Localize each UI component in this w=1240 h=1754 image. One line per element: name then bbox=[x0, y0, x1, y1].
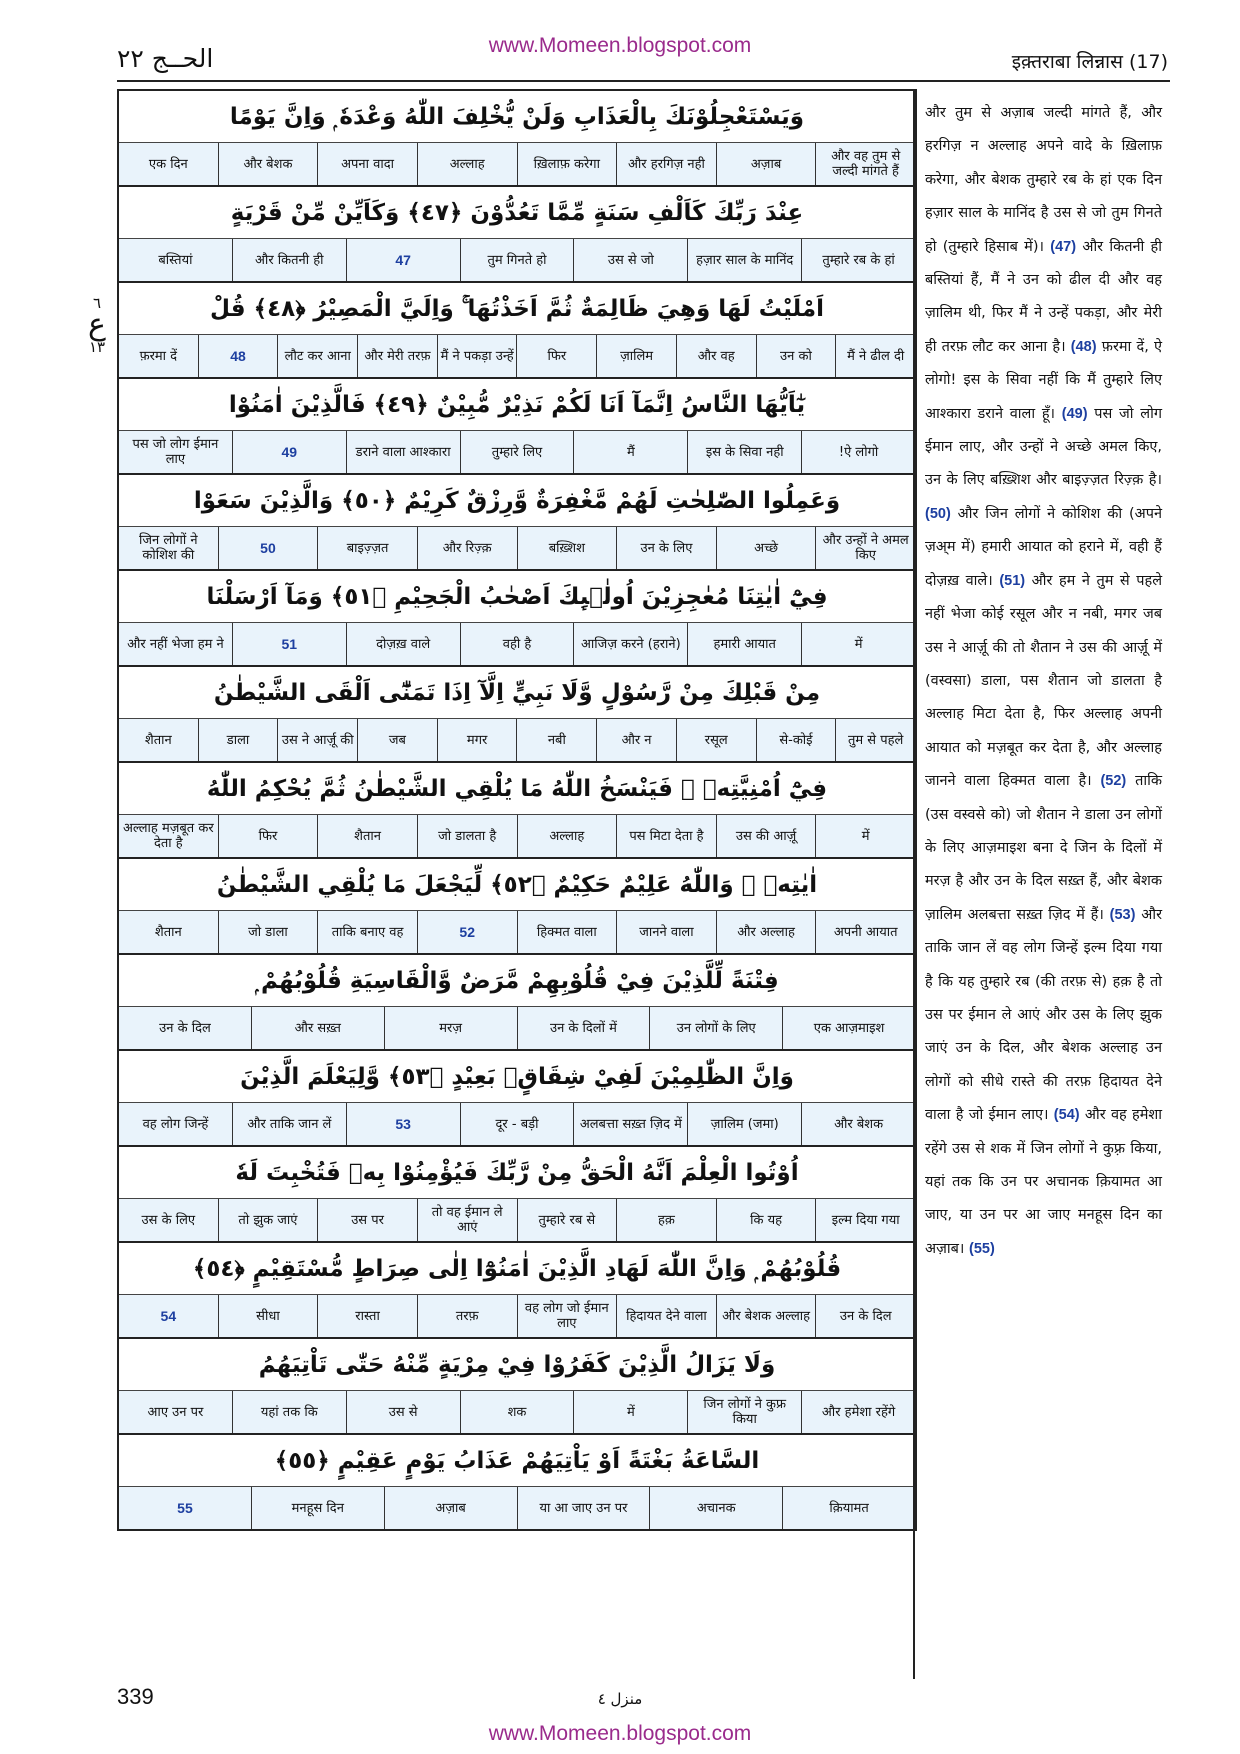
arabic-line: فِيْٓ اُمْنِيَّتِهٖ ۚ فَيَنْسَخُ اللّٰهُ مَا يُلْقِي الشَّيْطٰنُ ثُمَّ يُحْكِمُ اللّٰهُ bbox=[119, 763, 915, 815]
gloss-cell: तो झुक जाएं bbox=[218, 1199, 318, 1241]
gloss-cell: जिन लोगों ने कुफ्र किया bbox=[687, 1391, 801, 1433]
header-rule bbox=[117, 80, 1170, 82]
gloss-row bbox=[119, 719, 915, 763]
gloss-cell: और कितनी ही bbox=[232, 239, 346, 281]
gloss-row bbox=[119, 1007, 915, 1051]
gloss-cell: रसूल bbox=[676, 719, 756, 761]
translation-text: और ताकि जान लें वह लोग जिन्हें इल्म दिया गया है कि यह तुम्हारे रब (की तरफ़ से) हक़ है तो उस पर ईमान ले आएं और उस के लिए झुक जाएं उन के दिल, और बेशक अल्लाह उन लोगों को सीधे रास्ते की तरफ़ हिदायत देने वाला है जो ईमान लाए। bbox=[925, 906, 1162, 1124]
gloss-cell: मरज़ bbox=[384, 1007, 517, 1049]
part-title: इक़्तराबा लिन्नास (17) bbox=[1011, 51, 1168, 73]
gloss-cell: उन को bbox=[756, 335, 836, 377]
gloss-row bbox=[119, 1391, 915, 1435]
gloss-cell: उन के दिलों में bbox=[517, 1007, 650, 1049]
gloss-cell: ज़ालिम bbox=[596, 335, 676, 377]
gloss-cell: कि यह bbox=[716, 1199, 816, 1241]
gloss-cell: हिदायत देने वाला bbox=[616, 1295, 716, 1337]
arabic-line: فِيْٓ اٰيٰتِنَا مُعٰجِزِيْنَ اُولٰۗىِٕكَ اَصْحٰبُ الْجَحِيْمِ ﴿٥١﴾ وَمَآ اَرْسَلْنَا bbox=[119, 571, 915, 623]
gloss-cell: डाला bbox=[198, 719, 278, 761]
translation-text: पस जो लोग ईमान लाए, और उन्हों ने अच्छे अमल किए, उन के लिए बख़्शिश और बाइज़्ज़त रिज़्क़ है। bbox=[925, 405, 1162, 489]
gloss-cell: या आ जाए उन पर bbox=[517, 1487, 650, 1529]
gloss-cell: पस जो लोग ईमान लाए bbox=[132, 437, 219, 467]
gloss-cell: एक दिन bbox=[148, 156, 188, 172]
gloss-cell: और अल्लाह bbox=[716, 911, 816, 953]
translation-text: ताकि (उस वस्वसे को) जो शैतान ने डाला उन लोगों के लिए आज़माइश बना दे जिन के दिलों में मरज़ है और उन के दिल सख़्त हैं, और बेशक ज़ालिम अलबत्ता सख़्त ज़िद में हैं। bbox=[925, 773, 1163, 923]
gloss-cell: और रिज़्क़ bbox=[417, 527, 517, 569]
gloss-cell: अज़ाब bbox=[384, 1487, 517, 1529]
arabic-line: يٰٓاَيُّهَا النَّاسُ اِنَّمَآ اَنَا لَكُمْ نَذِيْرٌ مُّبِيْنٌ ﴿٤٩﴾ فَالَّذِيْنَ اٰمَنُوْا bbox=[119, 379, 915, 431]
verse-table bbox=[117, 89, 917, 1531]
ruku-bottom-number: ١٣ bbox=[88, 338, 106, 356]
verse-number-cell: 47 bbox=[346, 239, 460, 281]
gloss-cell: रास्ता bbox=[317, 1295, 417, 1337]
gloss-cell: तो वह ईमान ले आएं bbox=[417, 1199, 517, 1241]
gloss-cell: और हमेशा रहेंगे bbox=[801, 1391, 915, 1433]
manzil-label: منزل ٤ bbox=[597, 1690, 643, 1708]
arabic-line: وَاِنَّ الظّٰلِمِيْنَ لَفِيْ شِقَاقٍۢ بَعِيْدٍ ﴿٥٣﴾ وَّلِيَعْلَمَ الَّذِيْنَ bbox=[119, 1051, 915, 1103]
gloss-cell: मैं ने ढील दी bbox=[835, 335, 915, 377]
arabic-line: وَيَسْتَعْجِلُوْنَكَ بِالْعَذَابِ وَلَنْ يُّخْلِفَ اللّٰهُ وَعْدَهٗ ۭ وَاِنَّ يَوْمًا bbox=[119, 91, 915, 143]
gloss-cell: अपनी आयात bbox=[815, 911, 915, 953]
gloss-cell: उन के लिए bbox=[616, 527, 716, 569]
gloss-cell: शैतान bbox=[317, 815, 417, 857]
gloss-cell: उस से bbox=[346, 1391, 460, 1433]
gloss-cell: दूर - बड़ी bbox=[460, 1103, 574, 1145]
gloss-cell: हज़ार साल के मानिंद bbox=[687, 239, 801, 281]
gloss-cell: उस के लिए bbox=[141, 1212, 196, 1228]
gloss-cell: और उन्हों ने अमल किए bbox=[815, 527, 915, 569]
gloss-cell: और मेरी तरफ़ bbox=[357, 335, 437, 377]
gloss-cell: और बेशक bbox=[218, 143, 318, 185]
gloss-cell: हमारी आयात bbox=[687, 623, 801, 665]
gloss-row bbox=[119, 527, 915, 571]
gloss-row bbox=[119, 143, 915, 187]
gloss-cell: ताकि बनाए वह bbox=[317, 911, 417, 953]
gloss-cell: जब bbox=[357, 719, 437, 761]
translation-text: और जिन लोगों ने कोशिश की (अपने ज़अ्म में) हमारी आयात को हराने में, वही हैं दोज़ख़ वाले। bbox=[925, 505, 1163, 589]
header-url[interactable]: www.Momeen.blogspot.com bbox=[488, 34, 752, 57]
gloss-cell: हक़ bbox=[616, 1199, 716, 1241]
gloss-cell: तुम्हारे रब के हां bbox=[801, 239, 915, 281]
gloss-cell: और नहीं भेजा हम ने bbox=[127, 636, 224, 652]
gloss-cell: और वह तुम से जल्दी मांगते हैं bbox=[815, 143, 915, 185]
gloss-row bbox=[119, 1295, 915, 1339]
gloss-cell: अल्लाह bbox=[417, 143, 517, 185]
gloss-cell: मनहूस दिन bbox=[251, 1487, 384, 1529]
gloss-cell: दोज़ख़ वाले bbox=[346, 623, 460, 665]
ruku-icon: ع bbox=[88, 307, 106, 342]
gloss-cell: और बेशक bbox=[801, 1103, 915, 1145]
gloss-cell: तुम्हारे लिए bbox=[460, 431, 574, 473]
gloss-cell: उन के दिल bbox=[159, 1020, 211, 1036]
gloss-cell: और सख़्त bbox=[251, 1007, 384, 1049]
translation-text: और कितनी ही बस्तियां हैं, मैं ने उन को ढील दी और वह ज़ालिम थी, फिर मैं ने उन्हें पकड़ा, और मेरी ही तरफ़ लौट कर आना है। bbox=[925, 238, 1162, 355]
arabic-line: مِنْ قَبْلِكَ مِنْ رَّسُوْلٍ وَّلَا نَبِيٍّ اِلَّآ اِذَا تَمَنّٰٓى اَلْقَى الشَّيْطٰنُ bbox=[119, 667, 915, 719]
gloss-cell: फिर bbox=[516, 335, 596, 377]
gloss-cell: पस मिटा देता है bbox=[616, 815, 716, 857]
translation-text: फ़रमा दें, ऐ लोगो! इस के सिवा नहीं कि मैं तुम्हारे लिए आश्कारा डराने वाला हूँ। bbox=[925, 338, 1163, 422]
verse-number-cell: 48 bbox=[198, 335, 278, 377]
gloss-row bbox=[119, 1487, 915, 1531]
gloss-cell: उस ने आर्ज़ू की bbox=[277, 719, 357, 761]
gloss-cell: इस के सिवा नही bbox=[687, 431, 801, 473]
gloss-row bbox=[119, 239, 915, 283]
gloss-cell: ज़ालिम (जमा) bbox=[687, 1103, 801, 1145]
gloss-cell: एक आज़माइश bbox=[782, 1007, 915, 1049]
translation-verse-number: (49) bbox=[1061, 405, 1088, 422]
ruku-marker bbox=[82, 292, 112, 358]
gloss-cell: और बेशक अल्लाह bbox=[716, 1295, 816, 1337]
translation-verse-number: (54) bbox=[1053, 1107, 1080, 1124]
footer-url[interactable]: www.Momeen.blogspot.com bbox=[488, 1722, 752, 1745]
gloss-cell: उन लोगों के लिए bbox=[649, 1007, 782, 1049]
gloss-cell: वह लोग जिन्हें bbox=[142, 1116, 209, 1132]
gloss-row bbox=[119, 431, 915, 475]
gloss-cell: हिक्मत वाला bbox=[517, 911, 617, 953]
gloss-cell: वही है bbox=[460, 623, 574, 665]
gloss-cell: फ़रमा दें bbox=[139, 348, 178, 364]
arabic-line: اَمْلَيْتُ لَهَا وَهِيَ ظَالِمَةٌ ثُمَّ اَخَذْتُهَا ۚ وَاِلَيَّ الْمَصِيْرُ ﴿٤٨﴾ قُلْ bbox=[119, 283, 915, 335]
gloss-cell: जानने वाला bbox=[616, 911, 716, 953]
gloss-cell: में bbox=[573, 1391, 687, 1433]
translation-column bbox=[913, 89, 1170, 1679]
verse-number-cell: 55 bbox=[177, 1499, 193, 1516]
gloss-cell: ख़िलाफ़ करेगा bbox=[517, 143, 617, 185]
verse-number-cell: 53 bbox=[346, 1103, 460, 1145]
gloss-cell: जिन लोगों ने कोशिश की bbox=[139, 533, 198, 563]
translation-verse-number: (47) bbox=[1050, 238, 1077, 255]
gloss-cell: उस पर bbox=[317, 1199, 417, 1241]
gloss-cell: शैतान bbox=[144, 732, 172, 748]
gloss-cell: बाइज़्ज़त bbox=[317, 527, 417, 569]
gloss-cell: आजिज़ करने (हराने) bbox=[573, 623, 687, 665]
gloss-row bbox=[119, 335, 915, 379]
gloss-cell: मैं bbox=[573, 431, 687, 473]
gloss-cell: जो डालता है bbox=[417, 815, 517, 857]
gloss-cell: और हरगिज़ नही bbox=[616, 143, 716, 185]
gloss-cell: अल्लाह मज़बूत कर देता है bbox=[122, 821, 214, 851]
gloss-cell: क़ियामत bbox=[782, 1487, 915, 1529]
gloss-cell: तरफ़ bbox=[417, 1295, 517, 1337]
gloss-cell: बस्तियां bbox=[158, 252, 193, 268]
gloss-cell: इल्म दिया गया bbox=[815, 1199, 915, 1241]
gloss-cell: अल्लाह bbox=[517, 815, 617, 857]
gloss-cell: फिर bbox=[218, 815, 318, 857]
gloss-row bbox=[119, 1103, 915, 1147]
gloss-cell: आए उन पर bbox=[147, 1404, 204, 1420]
gloss-cell: अज़ाब bbox=[716, 143, 816, 185]
gloss-row bbox=[119, 815, 915, 859]
verse-number-cell: 50 bbox=[218, 527, 318, 569]
page-number: 339 bbox=[117, 1684, 154, 1709]
arabic-line: وَعَمِلُوا الصّٰلِحٰتِ لَهُمْ مَّغْفِرَةٌ وَّرِزْقٌ كَرِيْمٌ ﴿٥٠﴾ وَالَّذِيْنَ سَعَوْا bbox=[119, 475, 915, 527]
gloss-cell: शैतान bbox=[154, 924, 182, 940]
gloss-cell: जो डाला bbox=[218, 911, 318, 953]
gloss-cell: तुम गिनते हो bbox=[460, 239, 574, 281]
gloss-cell: लौट कर आना bbox=[277, 335, 357, 377]
verse-number-cell: 54 bbox=[160, 1307, 177, 1324]
gloss-cell: और न bbox=[596, 719, 676, 761]
gloss-cell: वह लोग जो ईमान लाए bbox=[517, 1295, 617, 1337]
translation-text: और हम ने तुम से पहले नहीं भेजा कोई रसूल और न नबी, मगर जब उस ने आर्ज़ू की तो शैतान ने उस की आर्ज़ू में (वस्वसा) डाला, पस शैतान जो डालता है अल्लाह मिटा देता है, फिर अल्लाह अपनी आयात को मज़बूत कर देता है, और अल्लाह जानने वाला हिक्मत वाला है। bbox=[925, 572, 1163, 790]
gloss-cell: अचानक bbox=[649, 1487, 782, 1529]
gloss-cell: उस की आर्ज़ू bbox=[716, 815, 816, 857]
gloss-cell: मैं ने पकड़ा उन्हें bbox=[437, 335, 517, 377]
translation-verse-number: (51) bbox=[999, 572, 1026, 589]
gloss-cell: यहां तक कि bbox=[232, 1391, 346, 1433]
translation-verse-number: (50) bbox=[925, 505, 951, 522]
gloss-cell: शक bbox=[460, 1391, 574, 1433]
gloss-cell: और वह bbox=[676, 335, 756, 377]
translation-verse-number: (52) bbox=[1100, 773, 1127, 790]
gloss-cell: में bbox=[801, 623, 915, 665]
surah-title: الحــج ٢٢ bbox=[117, 44, 214, 73]
ruku-top-number: ٦ bbox=[92, 294, 102, 312]
gloss-row bbox=[119, 1199, 915, 1243]
gloss-cell: से-कोई bbox=[756, 719, 836, 761]
gloss-cell: बख़्शिश bbox=[517, 527, 617, 569]
gloss-cell: और ताकि जान लें bbox=[232, 1103, 346, 1145]
verse-number-cell: 49 bbox=[232, 431, 346, 473]
arabic-line: السَّاعَةُ بَغْتَةً اَوْ يَاْتِيَهُمْ عَذَابُ يَوْمٍ عَقِيْمٍ ﴿٥٥﴾ bbox=[119, 1435, 915, 1487]
gloss-cell: ऐ लोगो! bbox=[801, 431, 915, 473]
gloss-cell: अपना वादा bbox=[317, 143, 417, 185]
gloss-row bbox=[119, 911, 915, 955]
gloss-cell: में bbox=[815, 815, 915, 857]
arabic-line: قُلُوْبُهُمْ ۭ وَاِنَّ اللّٰهَ لَهَادِ الَّذِيْنَ اٰمَنُوْٓا اِلٰى صِرَاطٍ مُّسْتَقِيْمٍ ﴿٥٤﴾ bbox=[119, 1243, 915, 1295]
gloss-cell: तुम से पहले bbox=[835, 719, 915, 761]
translation-verse-number: (55) bbox=[968, 1240, 995, 1257]
gloss-cell: तुम्हारे रब से bbox=[517, 1199, 617, 1241]
gloss-cell: नबी bbox=[516, 719, 596, 761]
translation-verse-number: (53) bbox=[1109, 906, 1136, 923]
gloss-row bbox=[119, 623, 915, 667]
arabic-line: اُوْتُوا الْعِلْمَ اَنَّهُ الْحَقُّ مِنْ رَّبِّكَ فَيُؤْمِنُوْا بِهٖ فَتُخْبِتَ لَهٗ bbox=[119, 1147, 915, 1199]
translation-text: और तुम से अज़ाब जल्दी मांगते हैं, और हरगिज़ न अल्लाह अपने वादे के ख़िलाफ़ करेगा, और बेशक तुम्हारे रब के हां एक दिन हज़ार साल के मानिंद है उस से जो तुम गिनते हो (तुम्हारे हिसाब में)। bbox=[925, 105, 1162, 255]
gloss-cell: सीधा bbox=[218, 1295, 318, 1337]
translation-text: और वह हमेशा रहेंगे उस से शक में जिन लोगों ने कुफ़्र किया, यहां तक कि उन पर अचानक क़ियामत आ जाए, या उन पर आ जाए मनहूस दिन का अज़ाब। bbox=[925, 1107, 1162, 1257]
gloss-cell: अलबत्ता सख़्त ज़िद में bbox=[573, 1103, 687, 1145]
arabic-line: وَلَا يَزَالُ الَّذِيْنَ كَفَرُوْا فِيْ مِرْيَةٍ مِّنْهُ حَتّٰى تَاْتِيَهُمُ bbox=[119, 1339, 915, 1391]
gloss-cell: उन के दिल bbox=[815, 1295, 915, 1337]
gloss-cell: डराने वाला आश्कारा bbox=[346, 431, 460, 473]
verse-number-cell: 52 bbox=[417, 911, 517, 953]
translation-verse-number: (48) bbox=[1070, 338, 1097, 355]
arabic-line: فِتْنَةً لِّلَّذِيْنَ فِيْ قُلُوْبِهِمْ مَّرَضٌ وَّالْقَاسِيَةِ قُلُوْبُهُمْ ۭ bbox=[119, 955, 915, 1007]
gloss-cell: मगर bbox=[437, 719, 517, 761]
gloss-cell: अच्छे bbox=[716, 527, 816, 569]
verse-number-cell: 51 bbox=[232, 623, 346, 665]
arabic-line: عِنْدَ رَبِّكَ كَاَلْفِ سَنَةٍ مِّمَّا تَعُدُّوْنَ ﴿٤٧﴾ وَكَاَيِّنْ مِّنْ قَرْيَةٍ bbox=[119, 187, 915, 239]
arabic-line: اٰيٰتِهٖ ۭ وَاللّٰهُ عَلِيْمٌ حَكِيْمٌ ﴿٥٢﴾ لِّيَجْعَلَ مَا يُلْقِي الشَّيْطٰنُ bbox=[119, 859, 915, 911]
gloss-cell: उस से जो bbox=[573, 239, 687, 281]
